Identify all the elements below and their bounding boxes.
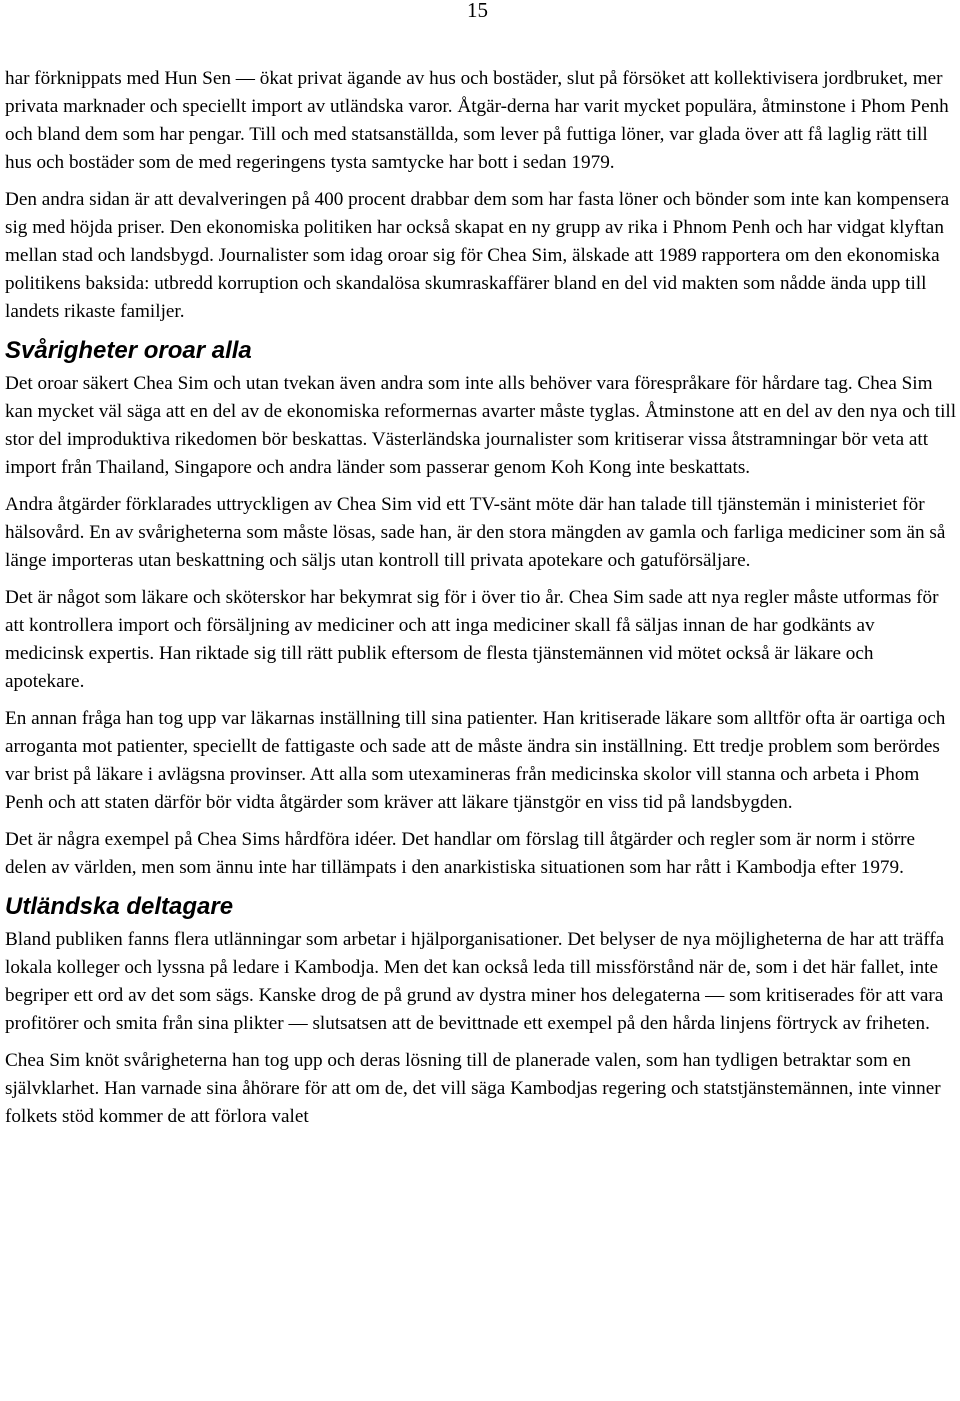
section-heading-svarigheter: Svårigheter oroar alla: [5, 337, 252, 364]
paragraph-5: Det är något som läkare och sköterskor har bekymrat sig för i över tio år. Chea Sim sade att nya regler måste utformas för att kontrollera import och försäljning av mediciner och att inga mediciner skall få säljas innan de har godkänts av medicinsk expertis. Han riktade sig till rätt publik eftersom de flesta tjänstemännen vid mötet också är läkare och apotekare.: [5, 587, 939, 692]
section-heading-utlandska: Utländska deltagare: [5, 893, 234, 920]
page-number: 15: [467, 0, 488, 22]
document-body: [5, 65, 957, 1140]
paragraph-9: Chea Sim knöt svårigheterna han tog upp och deras lösning till de planerade valen, som han tydligen betraktar som en självklarhet. Han varnade sina åhörare för att om de, det vill säga Kambodjas regering och statstjänstemännen, inte vinner folkets stöd kommer de att förlora valet: [5, 1050, 941, 1127]
paragraph-1: har förknippats med Hun Sen — ökat privat ägande av hus och bostäder, slut på försöket att kollektivisera jordbruket, mer privata marknader och speciellt import av utländska varor. Åtgär-derna har varit mycket populära, åtminstone i Phom Penh och bland dem som har pengar. Till och med statsanställda, som lever på futtiga löner, var glada över att få laglig rätt till hus och bostäder som de med regeringens tysta samtycke har bott i sedan 1979.: [5, 68, 949, 173]
paragraph-3: Det oroar säkert Chea Sim och utan tvekan även andra som inte alls behöver vara förespråkare för hårdare tag. Chea Sim kan mycket väl säga att en del av de ekonomiska reformernas avarter måste tyglas. Åtminstone att en del av den nya och till stor del improduktiva rikedomen bör beskattas. Västerländska journalister som kritiserar vissa åtstramningar bör veta att import från Thailand, Singapore och andra länder som passerar genom Koh Kong inte beskattats.: [5, 373, 957, 478]
paragraph-4: Andra åtgärder förklarades uttryckligen av Chea Sim vid ett TV-sänt möte där han talade till tjänstemän i ministeriet för hälsovård. En av svårigheterna som måste lösas, sade han, är den stora mängden av gamla och farliga mediciner som än så länge importeras utan beskattning och säljs utan kontroll till privata apotekare och gatuförsäljare.: [5, 494, 946, 571]
paragraph-6: En annan fråga han tog upp var läkarnas inställning till sina patienter. Han kritiserade läkare som alltför ofta är oartiga och arroganta mot patienter, speciellt de fattigaste och sade att de måste ändra sin inställning. Ett tredje problem som berördes var brist på läkare i avlägsna provinser. Att alla som utexamineras från medicinska skolor vill stanna och arbeta i Phom Penh och att staten därför bör vidta åtgärder som kräver att läkare tjänstgör en viss tid på landsbygden.: [5, 708, 946, 813]
paragraph-2: Den andra sidan är att devalveringen på 400 procent drabbar dem som har fasta löner och bönder som inte kan kompensera sig med höjda priser. Den ekonomiska politiken har också skapat en ny grupp av rika i Phnom Penh och har vidgat klyftan mellan stad och landsbygd. Journalister som idag oroar sig för Chea Sim, älskade att 1989 rapportera om den ekonomiska politikens baksida: utbredd korruption och skandalösa skumraskaffärer bland en del vid makten som nådde ända upp till landets rikaste familjer.: [5, 189, 950, 322]
paragraph-8: Bland publiken fanns flera utlänningar som arbetar i hjälporganisationer. Det belyser de nya möjligheterna de har att träffa lokala kolleger och lyssna på ledare i Kambodja. Men det kan också leda till missförstånd när de, som i det här fallet, inte begriper ett ord av det som sägs. Kanske drog de på grund av dystra miner hos delegaterna — som kritiserades för att vara profitörer och smita från sina plikter — slutsatsen att de bevittnade ett exempel på den hårda linjens förtryck av friheten.: [5, 929, 945, 1034]
paragraph-7: Det är några exempel på Chea Sims hårdföra idéer. Det handlar om förslag till åtgärder och regler som är norm i större delen av världen, men som ännu inte har tillämpats i den anarkistiska situationen som har rått i Kambodja efter 1979.: [5, 829, 916, 878]
